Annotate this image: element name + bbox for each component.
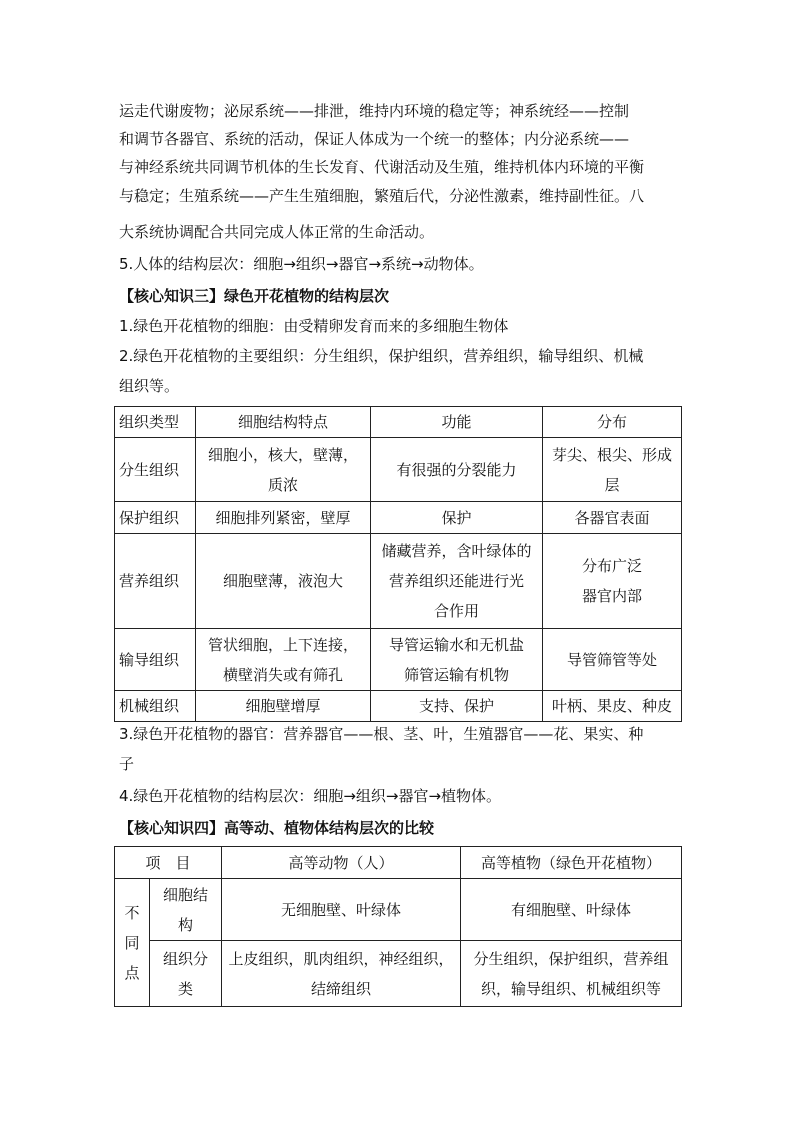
header-cell: 项 目: [115, 847, 222, 879]
distribution-cell: 芽尖、根尖、形成 层: [543, 438, 682, 502]
table-row: [115, 438, 682, 502]
tissue-type-cell: 营养组织: [115, 534, 196, 629]
function-cell: 导管运输水和无机盐 筛管运输有机物: [371, 629, 543, 691]
feature-cell: 细胞排列紧密，壁厚: [196, 502, 371, 534]
paragraph-line: 2.绿色开花植物的主要组织：分生组织，保护组织，营养组织，输导组织、机械: [119, 347, 644, 365]
paragraph-line: 4.绿色开花植物的结构层次：细胞→组织→器官→植物体。: [119, 787, 502, 805]
table-row: [115, 534, 682, 629]
feature-cell: 细胞壁薄，液泡大: [196, 534, 371, 629]
header-cell: 分布: [543, 407, 682, 438]
header-cell: 高等植物（绿色开花植物）: [461, 847, 682, 879]
tissue-table: [114, 406, 682, 722]
paragraph-line: 3.绿色开花植物的器官：营养器官——根、茎、叶，生殖器官——花、果实、种: [119, 725, 644, 743]
distribution-cell: 叶柄、果皮、种皮: [543, 691, 682, 722]
paragraph-line: 5.人体的结构层次：细胞→组织→器官→系统→动物体。: [119, 255, 484, 273]
feature-cell: 管状细胞，上下连接， 横壁消失或有筛孔: [196, 629, 371, 691]
paragraph-line: 1.绿色开花植物的细胞：由受精卵发育而来的多细胞生物体: [119, 317, 509, 335]
table-header-row: [115, 407, 682, 438]
plant-cell: 分生组织，保护组织，营养组 织，输导组织、机械组织等: [461, 941, 682, 1007]
distribution-cell: 分布广泛 器官内部: [543, 534, 682, 629]
tissue-type-cell: 机械组织: [115, 691, 196, 722]
table-row: [115, 879, 682, 941]
comparison-table: [114, 846, 682, 1007]
table-header-row: [115, 847, 682, 879]
function-cell: 有很强的分裂能力: [371, 438, 543, 502]
function-cell: 支持、保护: [371, 691, 543, 722]
table-row: [115, 502, 682, 534]
table-row: [115, 629, 682, 691]
paragraph-line: 与神经系统共同调节机体的生长发育、代谢活动及生殖，维持机体内环境的平衡: [119, 158, 645, 176]
paragraph-line: 大系统协调配合共同完成人体正常的生命活动。: [119, 223, 435, 241]
row-label-cell: 组织分 类: [150, 941, 222, 1007]
animal-cell: 上皮组织，肌肉组织，神经组织， 结缔组织: [222, 941, 461, 1007]
tissue-type-cell: 分生组织: [115, 438, 196, 502]
function-cell: 保护: [371, 502, 543, 534]
tissue-type-cell: 输导组织: [115, 629, 196, 691]
distribution-cell: 导管筛管等处: [543, 629, 682, 691]
function-cell: 储藏营养，含叶绿体的 营养组织还能进行光 合作用: [371, 534, 543, 629]
group-label-cell: 不 同 点: [115, 879, 150, 1007]
paragraph-line: 组织等。: [119, 377, 180, 395]
paragraph-line: 与稳定；生殖系统——产生生殖细胞，繁殖后代，分泌性激素，维持副性征。八: [119, 187, 645, 205]
paragraph-line: 和调节各器官、系统的活动，保证人体成为一个统一的整体；内分泌系统——: [119, 130, 630, 148]
paragraph-line: 运走代谢废物；泌尿系统——排泄，维持内环境的稳定等；神系统经——控制: [119, 102, 630, 120]
header-cell: 高等动物（人）: [222, 847, 461, 879]
animal-cell: 无细胞壁、叶绿体: [222, 879, 461, 941]
header-cell: 组织类型: [115, 407, 196, 438]
paragraph-line: 子: [119, 755, 135, 773]
tissue-type-cell: 保护组织: [115, 502, 196, 534]
table-row: [115, 941, 682, 1007]
row-label-cell: 细胞结 构: [150, 879, 222, 941]
table-row: [115, 691, 682, 722]
section-heading-4: 【核心知识四】高等动、植物体结构层次的比较: [119, 819, 435, 837]
header-cell: 细胞结构特点: [196, 407, 371, 438]
plant-cell: 有细胞壁、叶绿体: [461, 879, 682, 941]
feature-cell: 细胞壁增厚: [196, 691, 371, 722]
distribution-cell: 各器官表面: [543, 502, 682, 534]
section-heading-3: 【核心知识三】绿色开花植物的结构层次: [119, 287, 390, 305]
feature-cell: 细胞小，核大，壁薄， 质浓: [196, 438, 371, 502]
header-cell: 功能: [371, 407, 543, 438]
